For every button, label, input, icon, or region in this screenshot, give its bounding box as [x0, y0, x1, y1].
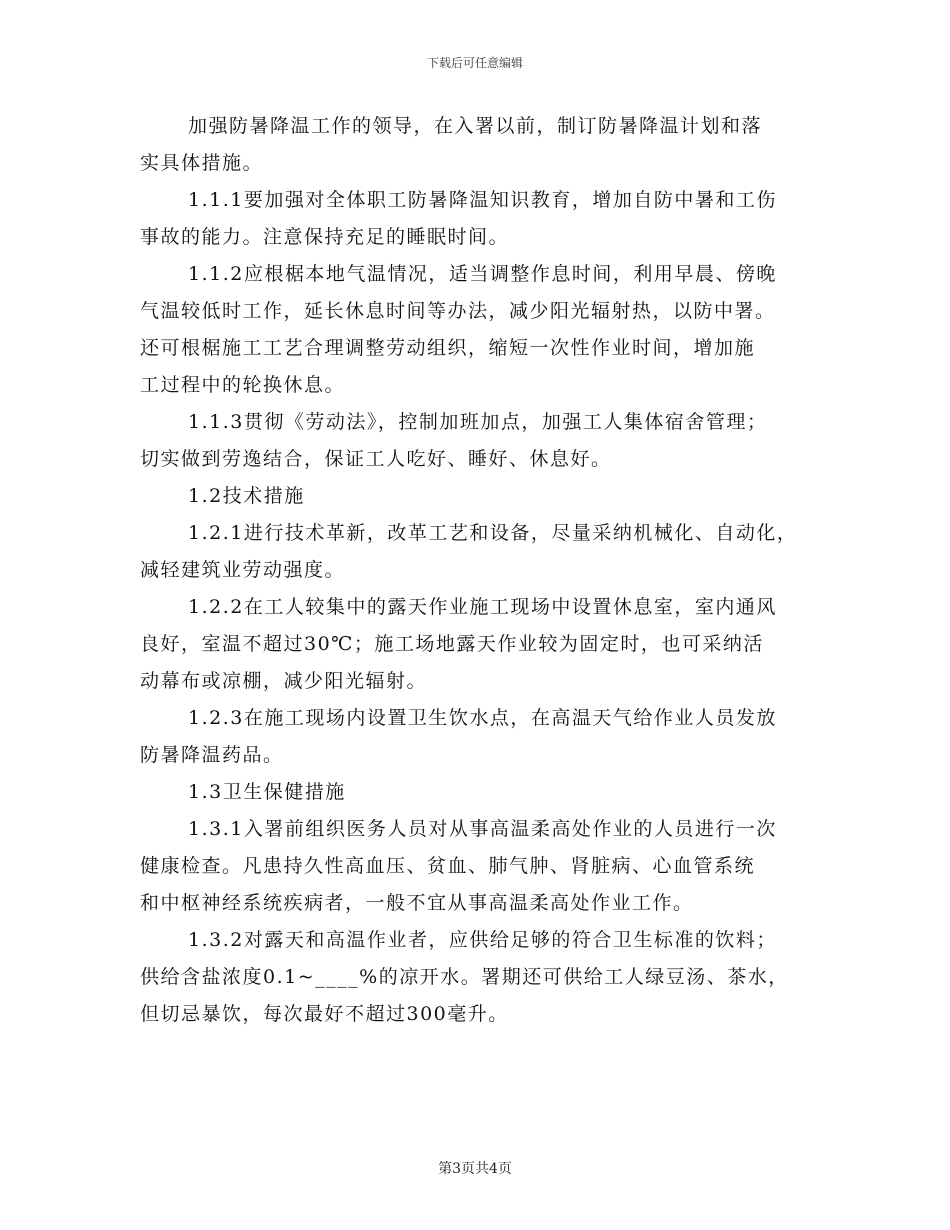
- paragraph-line: 切实做到劳逸结合，保证工人吃好、睡好、休息好。: [140, 448, 612, 470]
- paragraph-line: 供给含盐浓度0.1~____%的凉开水。署期还可供给工人绿豆汤、茶水，: [140, 966, 789, 988]
- paragraph-line: 1.3卫生保健措施: [188, 781, 346, 803]
- paragraph-line: 气温较低时工作，延长休息时间等办法，减少阳光辐射热，以防中署。: [140, 300, 776, 322]
- paragraph-line: 防暑降温药品。: [140, 744, 284, 766]
- paragraph: [140, 256, 830, 404]
- paragraph-line: 良好，室温不超过30℃；施工场地露天作业较为固定时，也可采纳活: [140, 633, 764, 655]
- paragraph: [140, 404, 830, 478]
- paragraph: [140, 774, 830, 811]
- paragraph-line: 1.2技术措施: [188, 485, 305, 507]
- paragraph-line: 和中枢神经系统疾病者，一般不宜从事高温柔高处作业工作。: [140, 892, 694, 914]
- paragraph-line: 1.3.2对露天和高温作业者，应供给足够的符合卫生标准的饮料；: [188, 929, 777, 951]
- page-header: 下载后可任意编辑: [426, 56, 523, 70]
- paragraph-line: 加强防暑降温工作的领导，在入署以前，制订防暑降温计划和落: [188, 115, 763, 137]
- paragraph-line: 1.2.3在施工现场内设置卫生饮水点，在高温天气给作业人员发放: [188, 707, 777, 729]
- paragraph-line: 1.1.1要加强对全体职工防暑降温知识教育，增加自防中暑和工伤: [188, 189, 777, 211]
- paragraph: [140, 811, 830, 922]
- paragraph: [140, 182, 830, 256]
- paragraph-line: 1.1.3贯彻《劳动法》，控制加班加点，加强工人集体宿舍管理；: [188, 411, 768, 433]
- paragraph: [140, 478, 830, 515]
- paragraph-line: 工过程中的轮换休息。: [140, 374, 346, 396]
- paragraph-line: 1.1.2应根椐本地气温情况，适当调整作息时间，利用早晨、傍晚: [188, 263, 777, 285]
- paragraph-line: 减轻建筑业劳动强度。: [140, 559, 346, 581]
- paragraph: [140, 515, 830, 589]
- paragraph: [140, 589, 830, 700]
- paragraph: [140, 700, 830, 774]
- paragraph-line: 1.3.1入署前组织医务人员对从事高温柔高处作业的人员进行一次: [188, 818, 777, 840]
- paragraph: [140, 108, 830, 182]
- page-footer: 第3页共4页: [438, 1161, 512, 1177]
- paragraph-line: 健康检查。凡患持久性高血压、贫血、肺气肿、肾脏病、心血管系统: [140, 855, 756, 877]
- paragraph-line: 还可根椐施工工艺合理调整劳动组织，缩短一次性作业时间，增加施: [140, 337, 756, 359]
- paragraph-line: 事故的能力。注意保持充足的睡眠时间。: [140, 226, 510, 248]
- paragraph-line: 1.2.1进行技术革新，改革工艺和设备，尽量采纳机械化、自动化，: [188, 522, 798, 544]
- paragraph-line: 动幕布或凉棚，减少阳光辐射。: [140, 670, 428, 692]
- paragraph-line: 但切忌暴饮，每次最好不超过300毫升。: [140, 1003, 509, 1025]
- paragraph-line: 实具体措施。: [140, 152, 264, 174]
- document-body: [140, 108, 830, 1033]
- paragraph-line: 1.2.2在工人较集中的露天作业施工现场中设置休息室，室内通风: [188, 596, 777, 618]
- paragraph: [140, 922, 830, 1033]
